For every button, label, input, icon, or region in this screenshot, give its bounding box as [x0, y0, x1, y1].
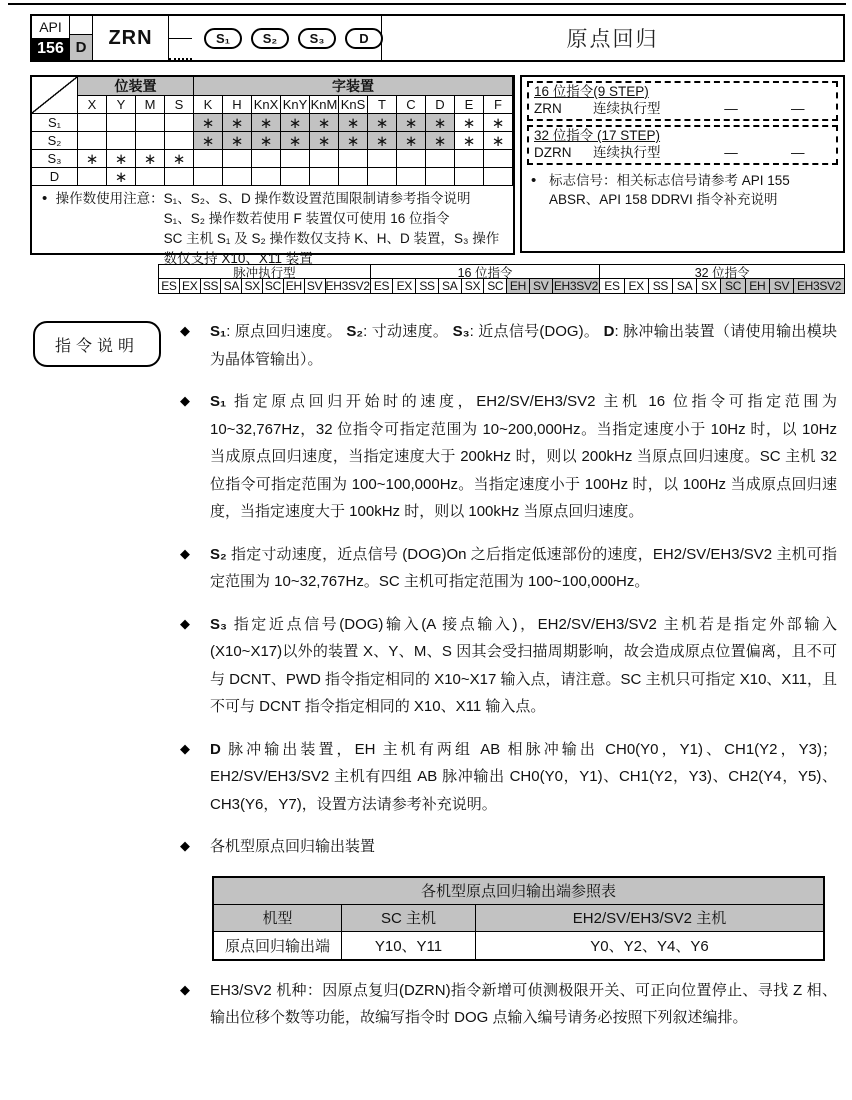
note-line: SC 主机 S₁ 及 S₂ 操作数仅支持 K、H、D 装置，S₃ 操作数仅支持 X10、X11 装置 — [163, 231, 500, 266]
dash-placeholder: — — [724, 101, 738, 116]
device-table — [32, 77, 513, 186]
diamond-bullet-icon: ◆ — [180, 615, 190, 631]
device-cell: ∗ — [252, 132, 281, 150]
section-label: 指令说明 — [33, 321, 161, 367]
word-device-header: 字装置 — [194, 77, 513, 96]
operand-bubble: S₃ — [298, 28, 336, 49]
device-cell — [165, 168, 194, 186]
homing-output-reference-table — [212, 876, 825, 961]
instruction-mnemonic: ZRN — [534, 101, 562, 116]
exec-model-cell: SV — [530, 279, 553, 294]
exec-cells — [371, 279, 601, 294]
bullet-text-segment: 指定原点回归开始时的速度，EH2/SV/EH3/SV2 主机 16 位指令可指定范围为 10~32,767Hz，32 位指令可指定范围为 10~200,000Hz。当指定速度小于 10Hz 时，以 10Hz 当成原点回归速度，当指定速度大于 200kHz 时，则以 200kHz 当原点回归速度。SC 主机 32 位指令可指定范围为 100~100,000Hz。当指定速度小于 100Hz 时，以 100Hz 当成原点回归速度，当指定速度大于 100kHz 时，则以 100kHz 当原点回归速度。 — [210, 393, 837, 520]
device-cell: ∗ — [223, 132, 252, 150]
d-flag: D — [70, 34, 92, 60]
bullet-text-segment: 各机型原点回归输出装置 — [210, 838, 376, 855]
bullet-item — [180, 388, 837, 526]
exec-model-cell: SA — [439, 279, 462, 294]
device-cell — [136, 168, 165, 186]
device-cell: ∗ — [339, 114, 368, 132]
d-flag-cell — [70, 16, 93, 60]
device-cell — [368, 168, 397, 186]
bullet-text — [210, 736, 837, 819]
flag-signal-note — [527, 171, 838, 209]
bullet-item — [180, 318, 837, 373]
device-cell: ∗ — [310, 132, 339, 150]
device-cell — [455, 150, 484, 168]
device-cell — [252, 168, 281, 186]
device-column-header: KnS — [339, 96, 368, 114]
bullet-text — [210, 977, 837, 1032]
exec-section — [371, 264, 601, 294]
diamond-bullet-icon: ◆ — [180, 981, 190, 997]
device-cell — [310, 168, 339, 186]
device-cell: ∗ — [484, 132, 513, 150]
device-column-header: D — [426, 96, 455, 114]
exec-model-cell: SX — [242, 279, 263, 294]
device-cell: ∗ — [165, 150, 194, 168]
exec-section — [600, 264, 845, 294]
dot-bullet-icon: • — [531, 172, 537, 189]
device-row-label: S₁ — [32, 114, 78, 132]
exec-model-cell: EH3SV2 — [553, 279, 601, 294]
operand-name: D — [210, 740, 221, 758]
device-cell: ∗ — [455, 114, 484, 132]
exec-model-cell: SX — [697, 279, 721, 294]
device-cell — [281, 150, 310, 168]
exec-model-cell: SS — [416, 279, 439, 294]
exec-model-cell: ES — [600, 279, 624, 294]
bullet-text-segment: : 脉冲输出装置（请使用输出模块为晶体管输出）。 — [210, 323, 837, 368]
exec-section-title: 32 位指令 — [600, 264, 845, 279]
exec-model-cell: SA — [673, 279, 697, 294]
operand-bubble: S₁ — [204, 28, 242, 49]
table-header-cell: EH2/SV/EH3/SV2 主机 — [476, 905, 823, 932]
exec-model-cell: SC — [263, 279, 284, 294]
device-cell: ∗ — [426, 114, 455, 132]
bullet-item — [180, 541, 837, 596]
api-cell — [32, 16, 70, 60]
api-number: 156 — [32, 38, 69, 60]
instruction-mnemonic: DZRN — [534, 145, 572, 160]
instruction-type-title: 32 位指令 (17 STEP) — [534, 128, 661, 143]
device-cell — [136, 132, 165, 150]
device-cell — [252, 150, 281, 168]
device-column-header: H — [223, 96, 252, 114]
table-data-cell: Y0、Y2、Y4、Y6 — [476, 932, 823, 959]
execution-type: 连续执行型 — [593, 101, 661, 116]
exec-model-cell: EH — [284, 279, 305, 294]
exec-model-cell: EH — [507, 279, 530, 294]
device-row-label: S₂ — [32, 132, 78, 150]
bullet-item — [180, 736, 837, 819]
note-label: 操作数使用注意： — [55, 191, 164, 206]
operand-name: D — [603, 323, 615, 340]
dot-bullet-icon: • — [42, 190, 48, 207]
device-cell — [136, 114, 165, 132]
instruction-type-row — [534, 100, 831, 117]
device-table-corner — [32, 77, 78, 114]
exec-model-cell: SV — [770, 279, 794, 294]
bullet-text — [210, 541, 837, 596]
device-cell: ∗ — [397, 132, 426, 150]
instruction-type-box — [527, 125, 838, 165]
exec-model-cell: EH3SV2 — [325, 279, 370, 293]
bullet-text — [210, 833, 837, 861]
diamond-bullet-icon: ◆ — [180, 323, 190, 338]
exec-model-cell: EH — [746, 279, 770, 294]
table-title: 各机型原点回归输出端参照表 — [214, 878, 823, 905]
exec-model-cell: EH3SV2 — [794, 279, 845, 294]
device-column-header: K — [194, 96, 223, 114]
bullet-text-segment: : 近点信号(DOG)。 — [469, 323, 604, 340]
table-header-cell: SC 主机 — [342, 905, 476, 932]
device-cell: ∗ — [252, 114, 281, 132]
table-data-cell: Y10、Y11 — [342, 932, 476, 959]
device-cell — [165, 132, 194, 150]
device-row-label: S₃ — [32, 150, 78, 168]
exec-model-cell: ES — [159, 279, 180, 294]
device-cell — [78, 132, 107, 150]
exec-model-cell: EX — [625, 279, 649, 294]
device-cell: ∗ — [78, 150, 107, 168]
bullet-text-segment: EH3/SV2 机种：因原点复归(DZRN)指令新增可侦测极限开关、可正向位置停止、寻找 Z 相、输出位移个数等功能，故编写指令时 DOG 点输入编号请务必按照下列叙述编排。 — [210, 981, 837, 1026]
bullet-text — [210, 318, 837, 373]
device-cell — [194, 168, 223, 186]
device-cell — [426, 168, 455, 186]
device-cell: ∗ — [426, 132, 455, 150]
device-cell — [107, 114, 136, 132]
page-title: 原点回归 — [566, 27, 659, 51]
device-cell — [78, 168, 107, 186]
exec-model-cell: ES — [371, 279, 394, 294]
table-header-cell: 机型 — [214, 905, 342, 932]
device-cell: ∗ — [194, 132, 223, 150]
device-cell: ∗ — [484, 114, 513, 132]
table-data-cell: 原点回归输出端 — [214, 932, 342, 959]
operand-usage-note — [32, 186, 513, 269]
bullet-text — [210, 611, 837, 721]
exec-model-cell: SA — [221, 279, 242, 294]
operand-bubble: S₂ — [251, 28, 289, 49]
exec-model-cell: EX — [393, 279, 416, 294]
instruction-header — [30, 14, 845, 62]
exec-model-cell: SC — [484, 279, 507, 294]
diamond-bullet-icon: ◆ — [180, 740, 190, 756]
device-column-header: C — [397, 96, 426, 114]
operand-name: S₁ — [210, 323, 227, 340]
device-row-label: D — [32, 168, 78, 186]
operand-name: S₃ — [210, 615, 227, 633]
device-column-header: E — [455, 96, 484, 114]
device-cell — [194, 150, 223, 168]
device-column-header: Y — [107, 96, 136, 114]
bullet-item — [180, 833, 837, 861]
header-stub-cell — [168, 16, 192, 60]
dash-placeholder: — — [724, 145, 738, 160]
diamond-bullet-icon: ◆ — [180, 545, 190, 561]
bullet-text-segment: 脉冲输出装置，EH 主机有两组 AB 相脉冲输出 CH0(Y0，Y1)、CH1(Y2，Y3)；EH2/SV/EH3/SV2 主机有四组 AB 脉冲输出 CH0(Y0，Y1)、CH1(Y2，Y3)、CH2(Y4，Y5)、CH3(Y6，Y7)，设置方法请参考补充说明。 — [210, 740, 837, 813]
bullet-item — [180, 977, 837, 1032]
device-cell — [484, 150, 513, 168]
exec-model-cell: SV — [305, 279, 326, 294]
exec-model-cell: SS — [201, 279, 222, 294]
instruction-info-panel — [520, 75, 845, 253]
device-column-header: KnY — [281, 96, 310, 114]
stub-dashed-box — [169, 38, 192, 60]
device-cell — [310, 150, 339, 168]
device-cell: ∗ — [281, 114, 310, 132]
device-cell: ∗ — [339, 132, 368, 150]
device-cell: ∗ — [368, 132, 397, 150]
device-cell: ∗ — [368, 114, 397, 132]
device-cell — [78, 114, 107, 132]
device-cell: ∗ — [223, 114, 252, 132]
device-cell — [339, 168, 368, 186]
device-cell: ∗ — [455, 132, 484, 150]
operand-name: S₃ — [452, 323, 470, 340]
device-cell: ∗ — [136, 150, 165, 168]
dash-placeholder: — — [790, 145, 805, 160]
table-data-row — [214, 932, 823, 959]
operand-name: S₁ — [210, 393, 227, 410]
device-cell — [426, 150, 455, 168]
device-cell — [281, 168, 310, 186]
device-cell — [223, 168, 252, 186]
operand-bubble: D — [345, 28, 383, 49]
device-column-header: F — [484, 96, 513, 114]
dash-placeholder: — — [790, 101, 805, 116]
device-column-header: KnX — [252, 96, 281, 114]
exec-model-cell: SC — [721, 279, 745, 294]
device-cell: ∗ — [397, 114, 426, 132]
execution-type: 连续执行型 — [593, 145, 661, 160]
device-cell — [455, 168, 484, 186]
instruction-content — [180, 318, 837, 1047]
instruction-type-box — [527, 81, 838, 121]
device-cell: ∗ — [194, 114, 223, 132]
device-cell: ∗ — [107, 168, 136, 186]
exec-section-title: 16 位指令 — [371, 264, 601, 279]
table-header-row — [214, 905, 823, 932]
device-cell — [165, 114, 194, 132]
device-cell — [107, 132, 136, 150]
device-table-box — [30, 75, 515, 266]
bullet-text-segment: : 寸动速度。 — [363, 323, 453, 340]
page-top-rule — [8, 3, 846, 5]
bullet-text-segment: 指定寸动速度，近点信号 (DOG)On 之后指定低速部份的速度，EH2/SV/EH3/SV2 主机可指定范围为 10~32,767Hz。SC 主机可指定范围为 100~100,000Hz。 — [210, 545, 837, 590]
device-cell — [484, 168, 513, 186]
exec-model-cell: SX — [462, 279, 485, 294]
mnemonic: ZRN — [108, 26, 153, 49]
exec-cells — [159, 279, 371, 294]
operand-name: S₂ — [210, 545, 227, 563]
bullet-item — [180, 611, 837, 721]
bullet-text — [210, 388, 837, 526]
note-line: S₁、S₂、S、D 操作数设置范围限制请参考指令说明 — [163, 191, 471, 206]
operand-list — [192, 16, 382, 60]
diamond-bullet-icon: ◆ — [180, 393, 190, 408]
device-cell — [397, 168, 426, 186]
exec-model-cell: EX — [180, 279, 201, 294]
device-column-header: M — [136, 96, 165, 114]
note-lines — [164, 189, 507, 269]
device-cell — [223, 150, 252, 168]
device-cell — [339, 150, 368, 168]
device-column-header: KnM — [310, 97, 338, 112]
device-column-header: S — [165, 96, 194, 114]
exec-section-title: 脉冲执行型 — [159, 264, 371, 279]
operand-name: S₂ — [346, 323, 364, 340]
note-line: S₁、S₂ 操作数若使用 F 装置仅可使用 16 位指令 — [163, 211, 450, 226]
exec-cells — [600, 279, 845, 294]
instruction-boxes — [527, 81, 838, 165]
flag-note-text: 标志信号：相关标志信号请参考 API 155 ABSR、API 158 DDRVI 指令补充说明 — [549, 173, 790, 207]
bullet-text-segment: : 原点回归速度。 — [226, 323, 347, 340]
table-title-row — [214, 878, 823, 905]
bullet-text-segment: 指定近点信号(DOG)输入(A 接点输入)，EH2/SV/EH3/SV2 主机若是指定外部输入 (X10~X17)以外的装置 X、Y、M、S 因其会受扫描周期影响，故会造成原点位置偏离，且不可与 DCNT、PWD 指令指定相同的 X10~X17 输入点，请注意。SC 主机只可指定 X10、X11，且不可与 DCNT 指令指定相同的 X10、X11 输入点。 — [210, 615, 837, 715]
instruction-type-row — [534, 144, 831, 161]
api-label: API — [39, 19, 62, 35]
bit-device-header: 位装置 — [78, 77, 194, 96]
diamond-bullet-icon: ◆ — [180, 838, 190, 853]
exec-model-cell: SS — [649, 279, 673, 294]
device-cell: ∗ — [281, 132, 310, 150]
device-cell — [397, 150, 426, 168]
device-cell: ∗ — [310, 114, 339, 132]
model-applicability-table — [158, 264, 845, 294]
instruction-type-title: 16 位指令(9 STEP) — [534, 84, 649, 99]
device-cell — [368, 150, 397, 168]
exec-section — [159, 264, 371, 294]
device-column-header: X — [78, 96, 107, 114]
device-cell: ∗ — [107, 150, 136, 168]
device-column-header: T — [368, 96, 397, 114]
